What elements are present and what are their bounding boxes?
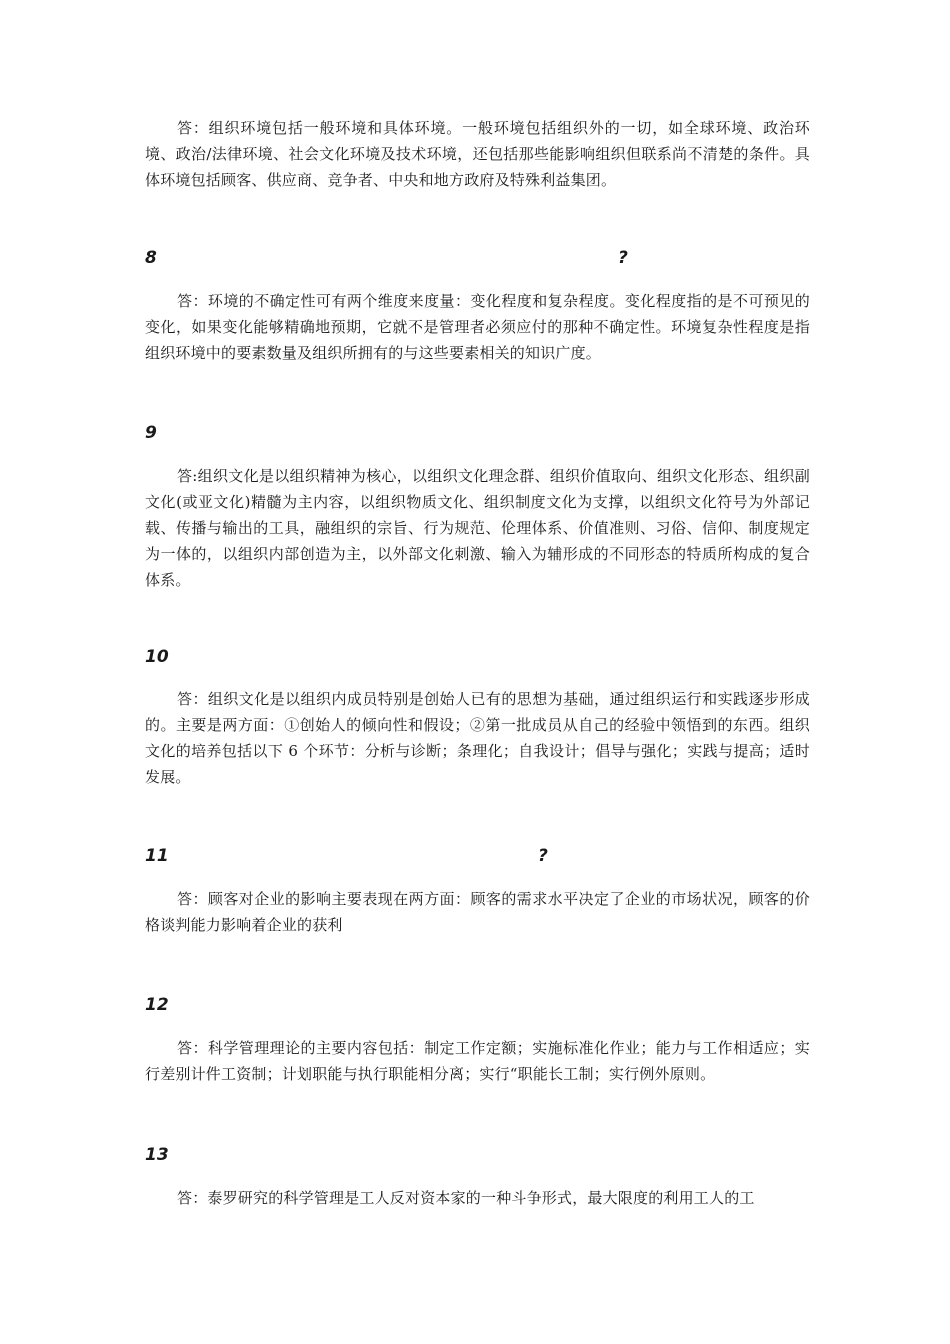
answer-paragraph: 答：环境的不确定性可有两个维度来度量：变化程度和复杂程度。变化程度指的是不可预见的变化，如果变化能够精确地预期，它就不是管理者必须应付的那种不确定性。环境复杂性程度是指组织环境中的要素数量及组织所拥有的与这些要素相关的知识广度。 bbox=[145, 292, 810, 362]
question-number: 9 bbox=[145, 423, 157, 443]
answer-paragraph: 答：科学管理理论的主要内容包括：制定工作定额；实施标准化作业；能力与工作相适应；实行差别计件工资制；计划职能与执行职能相分离；实行“职能长工制；实行例外原则。 bbox=[145, 1039, 810, 1083]
question-number: 10 bbox=[145, 647, 169, 667]
question-mark: ? bbox=[538, 846, 548, 866]
answer-paragraph: 答:组织文化是以组织精神为核心，以组织文化理念群、组织价值取向、组织文化形态、组织副文化(或亚文化)精髓为主内容，以组织物质文化、组织制度文化为支撑，以组织文化符号为外部记载、传播与输出的工具，融组织的宗旨、行为规范、伦理体系、价值准则、习俗、信仰、制度规定为一体的，以组织内部创造为主，以外部文化刺激、输入为辅形成的不同形态的特质所构成的复合体系。 bbox=[145, 467, 810, 589]
answer-paragraph: 答：顾客对企业的影响主要表现在两方面：顾客的需求水平决定了企业的市场状况，顾客的价格谈判能力影响着企业的获利 bbox=[145, 890, 810, 934]
answer-paragraph: 答：组织文化是以组织内成员特别是创始人已有的思想为基础，通过组织运行和实践逐步形成的。主要是两方面：①创始人的倾向性和假设；②第一批成员从自己的经验中领悟到的东西。组织文化的培养包括以下 6 个环节：分析与诊断；条理化；自我设计；倡导与强化；实践与提高；适时发展。 bbox=[145, 690, 810, 786]
question-number: 8 bbox=[145, 248, 157, 268]
question-number: 12 bbox=[145, 995, 169, 1015]
answer-paragraph: 答：泰罗研究的科学管理是工人反对资本家的一种斗争形式，最大限度的利用工人的工 bbox=[177, 1189, 755, 1207]
question-number: 13 bbox=[145, 1145, 169, 1165]
answer-paragraph: 答：组织环境包括一般环境和具体环境。一般环境包括组织外的一切，如全球环境、政治环境、政治/法律环境、社会文化环境及技术环境，还包括那些能影响组织但联系尚不清楚的条件。具体环境包括顾客、供应商、竞争者、中央和地方政府及特殊利益集团。 bbox=[145, 119, 810, 189]
question-number: 11 bbox=[145, 846, 169, 866]
question-mark: ? bbox=[618, 248, 628, 268]
